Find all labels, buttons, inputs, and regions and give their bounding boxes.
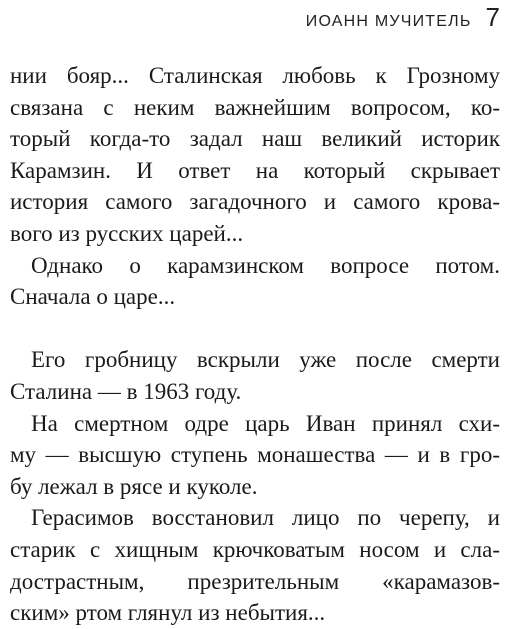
- text-line: Сначала о царе...: [10, 284, 176, 310]
- text-line: дострастным, презрительным «карамазов-: [10, 568, 500, 594]
- paragraph: [10, 60, 500, 250]
- text-line: Карамзин. И ответ на который скрывает: [10, 157, 500, 183]
- body-text: [10, 60, 500, 629]
- text-line: история самого загадочного и самого крова-: [10, 189, 500, 215]
- text-line: Однако о карамзинском вопросе потом.: [31, 252, 500, 278]
- text-line: старик с хищным крючковатым носом и сла-: [10, 536, 500, 562]
- text-line: му — высшую ступень монашества — и в гро-: [10, 442, 500, 468]
- text-line: Сталина — в 1963 году.: [10, 378, 242, 404]
- page-number: 7: [485, 2, 500, 32]
- text-line: нии бояр... Сталинская любовь к Грозному: [10, 63, 500, 88]
- text-line: Его гробницу вскрыли уже после смерти: [31, 347, 500, 373]
- paragraph: [10, 408, 500, 503]
- running-title: ИОАНН МУЧИТЕЛЬ: [305, 13, 472, 30]
- text-line: торый когда-то задал наш великий историк: [10, 126, 500, 152]
- paragraph: [10, 502, 500, 628]
- text-line: связана с неким важнейшим вопросом, ко-: [10, 94, 500, 120]
- running-header: [306, 2, 500, 33]
- text-line: вого из русских царей...: [10, 220, 244, 246]
- text-line: Герасимов восстановил лицо по черепу, и: [31, 505, 500, 531]
- paragraph: [10, 344, 500, 407]
- text-line: На смертном одре царь Иван принял схи-: [31, 410, 500, 436]
- text-line: ским» ртом глянул из небытия...: [10, 600, 326, 626]
- paragraph: [10, 250, 500, 313]
- section-break: [10, 313, 500, 345]
- text-line: бу лежал в рясе и куколе.: [10, 473, 258, 499]
